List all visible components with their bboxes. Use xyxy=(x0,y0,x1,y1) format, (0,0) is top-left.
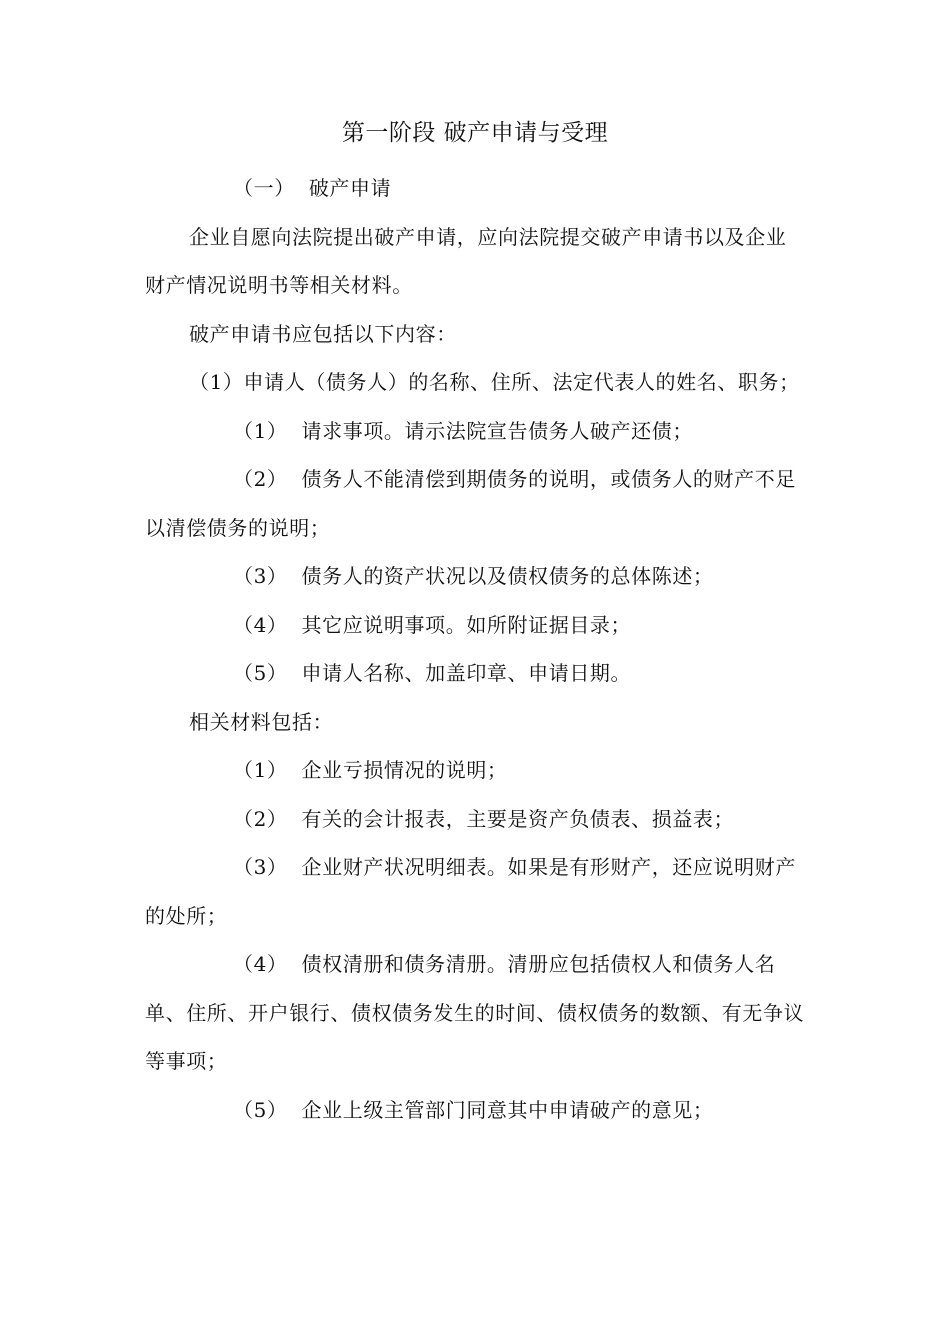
item-text: 申请人（债务人）的名称、住所、法定代表人的姓名、职务； xyxy=(243,370,800,394)
section-heading-text: 破产申请 xyxy=(308,176,392,200)
document-body xyxy=(145,164,805,1134)
list-item xyxy=(145,407,805,456)
list-item xyxy=(145,1086,805,1135)
list-item xyxy=(145,746,805,795)
item-number: （2） xyxy=(233,467,288,491)
list-item xyxy=(145,649,805,698)
item-number: （4） xyxy=(233,952,288,976)
list-item xyxy=(145,795,805,844)
item-text: 企业亏损情况的说明； xyxy=(301,758,508,782)
item-text: 请求事项。请示法院宣告债务人破产还债； xyxy=(301,418,693,443)
section-heading xyxy=(145,164,805,213)
materials-heading: 相关材料包括： xyxy=(189,709,334,734)
item-text: 有关的会计报表，主要是资产负债表、损益表； xyxy=(301,806,735,831)
list-item xyxy=(145,601,805,650)
list-item xyxy=(145,455,805,552)
item-number: （5） xyxy=(233,661,288,685)
item-number: （3） xyxy=(233,564,288,588)
item-number: （3） xyxy=(233,855,288,879)
intro-paragraph: 企业自愿向法院提出破产申请，应向法院提交破产申请书以及企业财产情况说明书等相关材料。 xyxy=(145,224,787,297)
item-text: 企业上级主管部门同意其中申请破产的意见； xyxy=(301,1097,714,1122)
item-number: （2） xyxy=(233,806,288,831)
item-number: （1） xyxy=(189,370,244,394)
item-text: 申请人名称、加盖印章、申请日期。 xyxy=(301,661,632,685)
item-number: （1） xyxy=(233,418,288,443)
item-number: （1） xyxy=(233,758,288,782)
item-text: 债务人的资产状况以及债权债务的总体陈述； xyxy=(301,564,714,588)
item-text: 企业财产状况明细表。如果是有形财产，还应说明财产的处所； xyxy=(145,855,796,928)
item-text: 债权清册和债务清册。清册应包括债权人和债务人名单、住所、开户银行、债权债务发生的时间、债权债务的数额、有无争议等事项； xyxy=(145,952,805,1073)
section-number: （一） xyxy=(233,176,295,200)
list-item xyxy=(145,358,805,407)
list-item xyxy=(145,940,805,1086)
application-heading: 破产申请书应包括以下内容： xyxy=(189,321,457,346)
item-text: 债务人不能清偿到期债务的说明，或债务人的财产不足以清偿债务的说明； xyxy=(145,467,796,540)
item-text: 其它应说明事项。如所附证据目录； xyxy=(301,612,632,637)
item-number: （5） xyxy=(233,1097,288,1122)
list-item xyxy=(145,843,805,940)
list-item xyxy=(145,552,805,601)
item-number: （4） xyxy=(233,612,288,637)
page-title: 第一阶段 破产申请与受理 xyxy=(341,120,609,146)
